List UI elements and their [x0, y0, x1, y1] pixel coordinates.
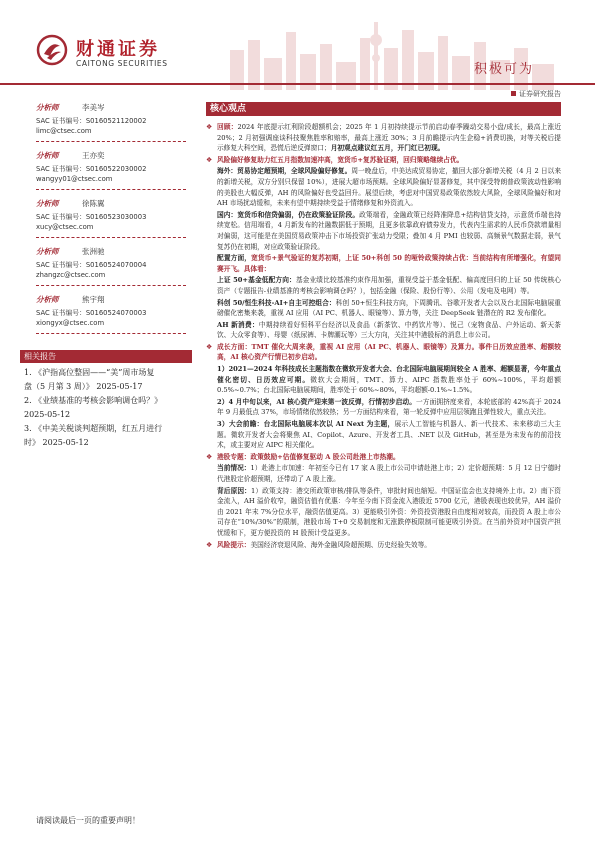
analyst-email[interactable]: xiongyx@ctsec.com [36, 319, 105, 327]
analyst-name: 王亦奕 [82, 151, 105, 160]
doc-type-label: 证券研究报告 [511, 89, 561, 99]
paragraph-growth: ❖ 成长方面：TMT 催化大周来袭，重视 AI 应用（AI PC、机器人、眼镜等）及算力。事件日历效应胜率、超额较高，AI 核心资产行情已初步启动。 [206, 342, 561, 362]
related-report-item[interactable]: 2. 《业绩基准的考核会影响调仓吗？》 2025-05-12 [24, 396, 163, 419]
related-report-item[interactable]: 1. 《沪指高位整固——“美”周市场复 盘（5 月第 3 周）》 2025-05-17 [24, 368, 155, 391]
analyst-cert: SAC 证书编号：S0160521120002 [36, 117, 147, 125]
related-report-item[interactable]: 3. 《中美关税谈判超预期，红五月进行 时》 2025-05-12 [24, 424, 163, 447]
analyst-cert: SAC 证书编号：S0160524070004 [36, 261, 147, 269]
analyst-card [36, 198, 194, 246]
divider [36, 285, 186, 286]
paragraph-hk-status: 当前情况：1）赴港上市加速：年初至今已有 17 家 A 股上市公司申请赴港上市；2）定价超预期：5 月 12 日宁德时代港股定价超预期，还带动了 A 股上涨。 [217, 464, 561, 483]
paragraph-growth-3: 3）大会前瞻：台北国际电脑展本次以 AI Next 为主题，展示人工智能与机器人、新一代技术、未来移动三大主题。微软开发者大会将聚焦 AI、Copilot、Azure、开发者工具、.NET 以及 GitHub，甚至是为未发布的前沿技术，或主要对应 AIPC 相关催化。 [217, 420, 561, 450]
analyst-role: 分析师 [36, 103, 59, 112]
related-reports-heading: 相关报告 [20, 350, 192, 363]
city-skyline-watermark [220, 10, 560, 90]
paragraph-domestic: 国内：宽货币和信贷偏弱，仍在政策验证阶段。政策端看，金融政策已经降准降息+结构信贷支持，示意货币端也持续宽松。信用端看，4 月新发布的社融数据低于预期，且更多依靠政府债券发力，代表内生需求的人民币贷款增量相对偏弱，这可能是在美国贸易政策冲击下市场投资扩张动力受限；叠加 4 月 PMI 也较弱、高频景气数据走弱，景气复苏仍在初期，对应政策验证阶段。 [217, 210, 562, 251]
analyst-cert: SAC 证书编号：S0160523030003 [36, 213, 147, 221]
divider [36, 237, 186, 238]
related-reports-list [24, 366, 194, 450]
analyst-email[interactable]: limc@ctsec.com [36, 127, 92, 135]
core-views-heading: 核心观点 [206, 102, 561, 116]
paragraph-growth-2: 2）4 月中旬以来，AI 核心资产迎来第一波反弹，行情初步启动。一方面拥挤度来看，本轮底部的 42%高于 2024 年 9 月最低点 37%，市场情绪依然较热；另一方面结构来看，第一轮反弹中应用层领跑且弹性较大，重点关注。 [217, 397, 561, 417]
analyst-sidebar [36, 102, 194, 342]
paragraph-new-consumption: AH 新消费：中期持续看好恒科平台经济以及食品（新茶饮、中药饮片等）、悦己（宠物食品、户外运动、新天茶饮、大众零食等）、母婴（纸尿裤、卡牌潮玩等）三大方向，关注其中港股标的消息上市公司。 [217, 320, 561, 340]
analyst-cert: SAC 证书编号：S0160524070003 [36, 309, 147, 317]
analyst-name: 李美岑 [82, 103, 105, 112]
divider [36, 141, 186, 142]
square-bullet-icon [511, 91, 516, 96]
divider [36, 333, 186, 334]
diamond-bullet-icon: ❖ [206, 452, 213, 461]
diamond-bullet-icon: ❖ [206, 540, 213, 549]
analyst-email[interactable]: zhangzc@ctsec.com [36, 271, 106, 279]
paragraph-allocation: 配置方面，宽货币+景气验证的复苏初期，上证 50+科创 50 的哑铃政策持续占优：当前结构有所增强化，有望同赛开飞。具体看： [217, 254, 561, 273]
brand-name-cn: 财通证券 [76, 39, 160, 60]
analyst-card [36, 150, 194, 198]
brand-name-en: CAITONG SECURITIES [76, 59, 168, 68]
report-header [0, 0, 595, 100]
paragraph-review: ❖ 回顾：2024 年底提示红利阶段超额机会；2025 年 1 月初持续提示节前启动春季躁动交易小盘/成长，最高上涨近 20%；2 月初强调座谈科技聚焦胜率和赔率，最高上涨近 30%；3 月前瞻提示内生企稳+消费切换，对等关税后提示修复大科空间，恐慌后逆反弹窗口；月初观点建议红五月，开门红已初现。 [206, 123, 562, 153]
analyst-card [36, 246, 194, 294]
analyst-role: 分析师 [36, 247, 59, 256]
paragraph-risk-appetite: ❖ 风险偏好修复助力红五月指数加速冲高，宽货币+复苏验证期，回归策略继续占优。 [206, 155, 464, 164]
report-title: 积极可为 [474, 62, 535, 77]
paragraph-growth-1: 1）2021—2024 年科技成长主题指数在微软开发者大会、台北国际电脑展期间较全 A 胜率、超额显著，今年重点催化密切、日历效应可期。微软大会期间，TMT、算力、AIPC 指数胜率处于 60%~100%，平均超额 0.5%~0.7%；台北国际电脑展期间，胜率处于 60%~80%，平均超额-0.1%~1.5%。 [217, 365, 561, 395]
paragraph-star50: 科创 50/恒生科技-AI+自主可控组合：科创 50+恒生科技方向，下周腾讯、谷歌开发者大会以及台北国际电脑展重磅催化密集来袭，重视 AI 应用（AI PC、机器人、眼镜等）、算力等，关注 DeepSeek 链潜在的 R2 发布催化。 [217, 298, 561, 318]
diamond-bullet-icon: ❖ [206, 155, 213, 164]
analyst-cert: SAC 证书编号：S0160522030002 [36, 165, 147, 173]
core-views-body [206, 122, 561, 551]
analyst-email[interactable]: xucy@ctsec.com [36, 223, 94, 231]
analyst-role: 分析师 [36, 199, 59, 208]
analyst-email[interactable]: wangyy01@ctsec.com [36, 175, 113, 183]
paragraph-hk-topic: ❖ 港股专题：政策鼓励+估值修复驱动 A 股公司赴港上市热潮。 [206, 452, 400, 461]
analyst-name: 张洲驰 [82, 247, 105, 256]
analyst-role: 分析师 [36, 295, 59, 304]
paragraph-hk-reasons: 背后原因：1）政策支持：港交所政策审核/排队等条件，审批时间也缩短。中国证监会也支持境外上市。2）南下资金流入，AH 溢价收窄，融资估值有优惠：今年至今南下资金流入港股近 5700 亿元，港股表现也较优异，AH 溢价由 2021 年末 7%分位水平，融资估值更高。3）更能吸引外资：外资投资港股自由度相对较高，而投资 A 股上市公司存在“10%/30%”的限制，港股市场 T+0 交易制度和无涨跌停板限制可能更吸引外资。在当前外资对中国资产担忧缓和下，更方便投资的 H 股预计受益更多。 [217, 486, 561, 537]
diamond-bullet-icon: ❖ [206, 342, 213, 351]
analyst-card [36, 102, 194, 150]
divider [36, 189, 186, 190]
diamond-bullet-icon: ❖ [206, 123, 213, 131]
analyst-name: 徐陈翼 [82, 199, 105, 208]
paragraph-overseas: 海外：贸易协定超预期，全球风险偏好修复。周一晚盘后，中美达成贸易协定，撤回大部分新增关税（4 月 2 日以来的新增关税，双方分别只保留 10%），进展大超市场预期。全球风险偏好显著修复，其中深受特朗普政策波动性影响的美股也大幅反弹，AH 的风险偏好也受益回升。展望后续，考虑对中国贸易政策依然较大风险，全球风险偏好和对 AH 市场扰动缓和，未来有望中期持续受益于情绪修复和外资流入。 [217, 167, 562, 208]
paragraph-sse50: 上证 50+基金低配方向：基金业绩比较基准约束作用加强，重视受益于基金低配、偏高度回归的上证 50 传统核心资产（专题报告-业绩基准的考核会影响调仓吗？），包括金融（保险、股份行等）、公用（发电及电网）等。 [217, 276, 561, 295]
analyst-name: 熊宇翔 [82, 295, 105, 304]
paragraph-risk-warning: ❖ 风险提示：美国经济衰退风险、海外金融风险超预期、历史经验失效等。 [206, 540, 431, 549]
analyst-role: 分析师 [36, 151, 59, 160]
disclaimer-footer: 请阅读最后一页的重要声明！ [36, 816, 140, 825]
analyst-card [36, 294, 194, 342]
logo-icon [36, 34, 68, 66]
header-divider [0, 83, 595, 85]
